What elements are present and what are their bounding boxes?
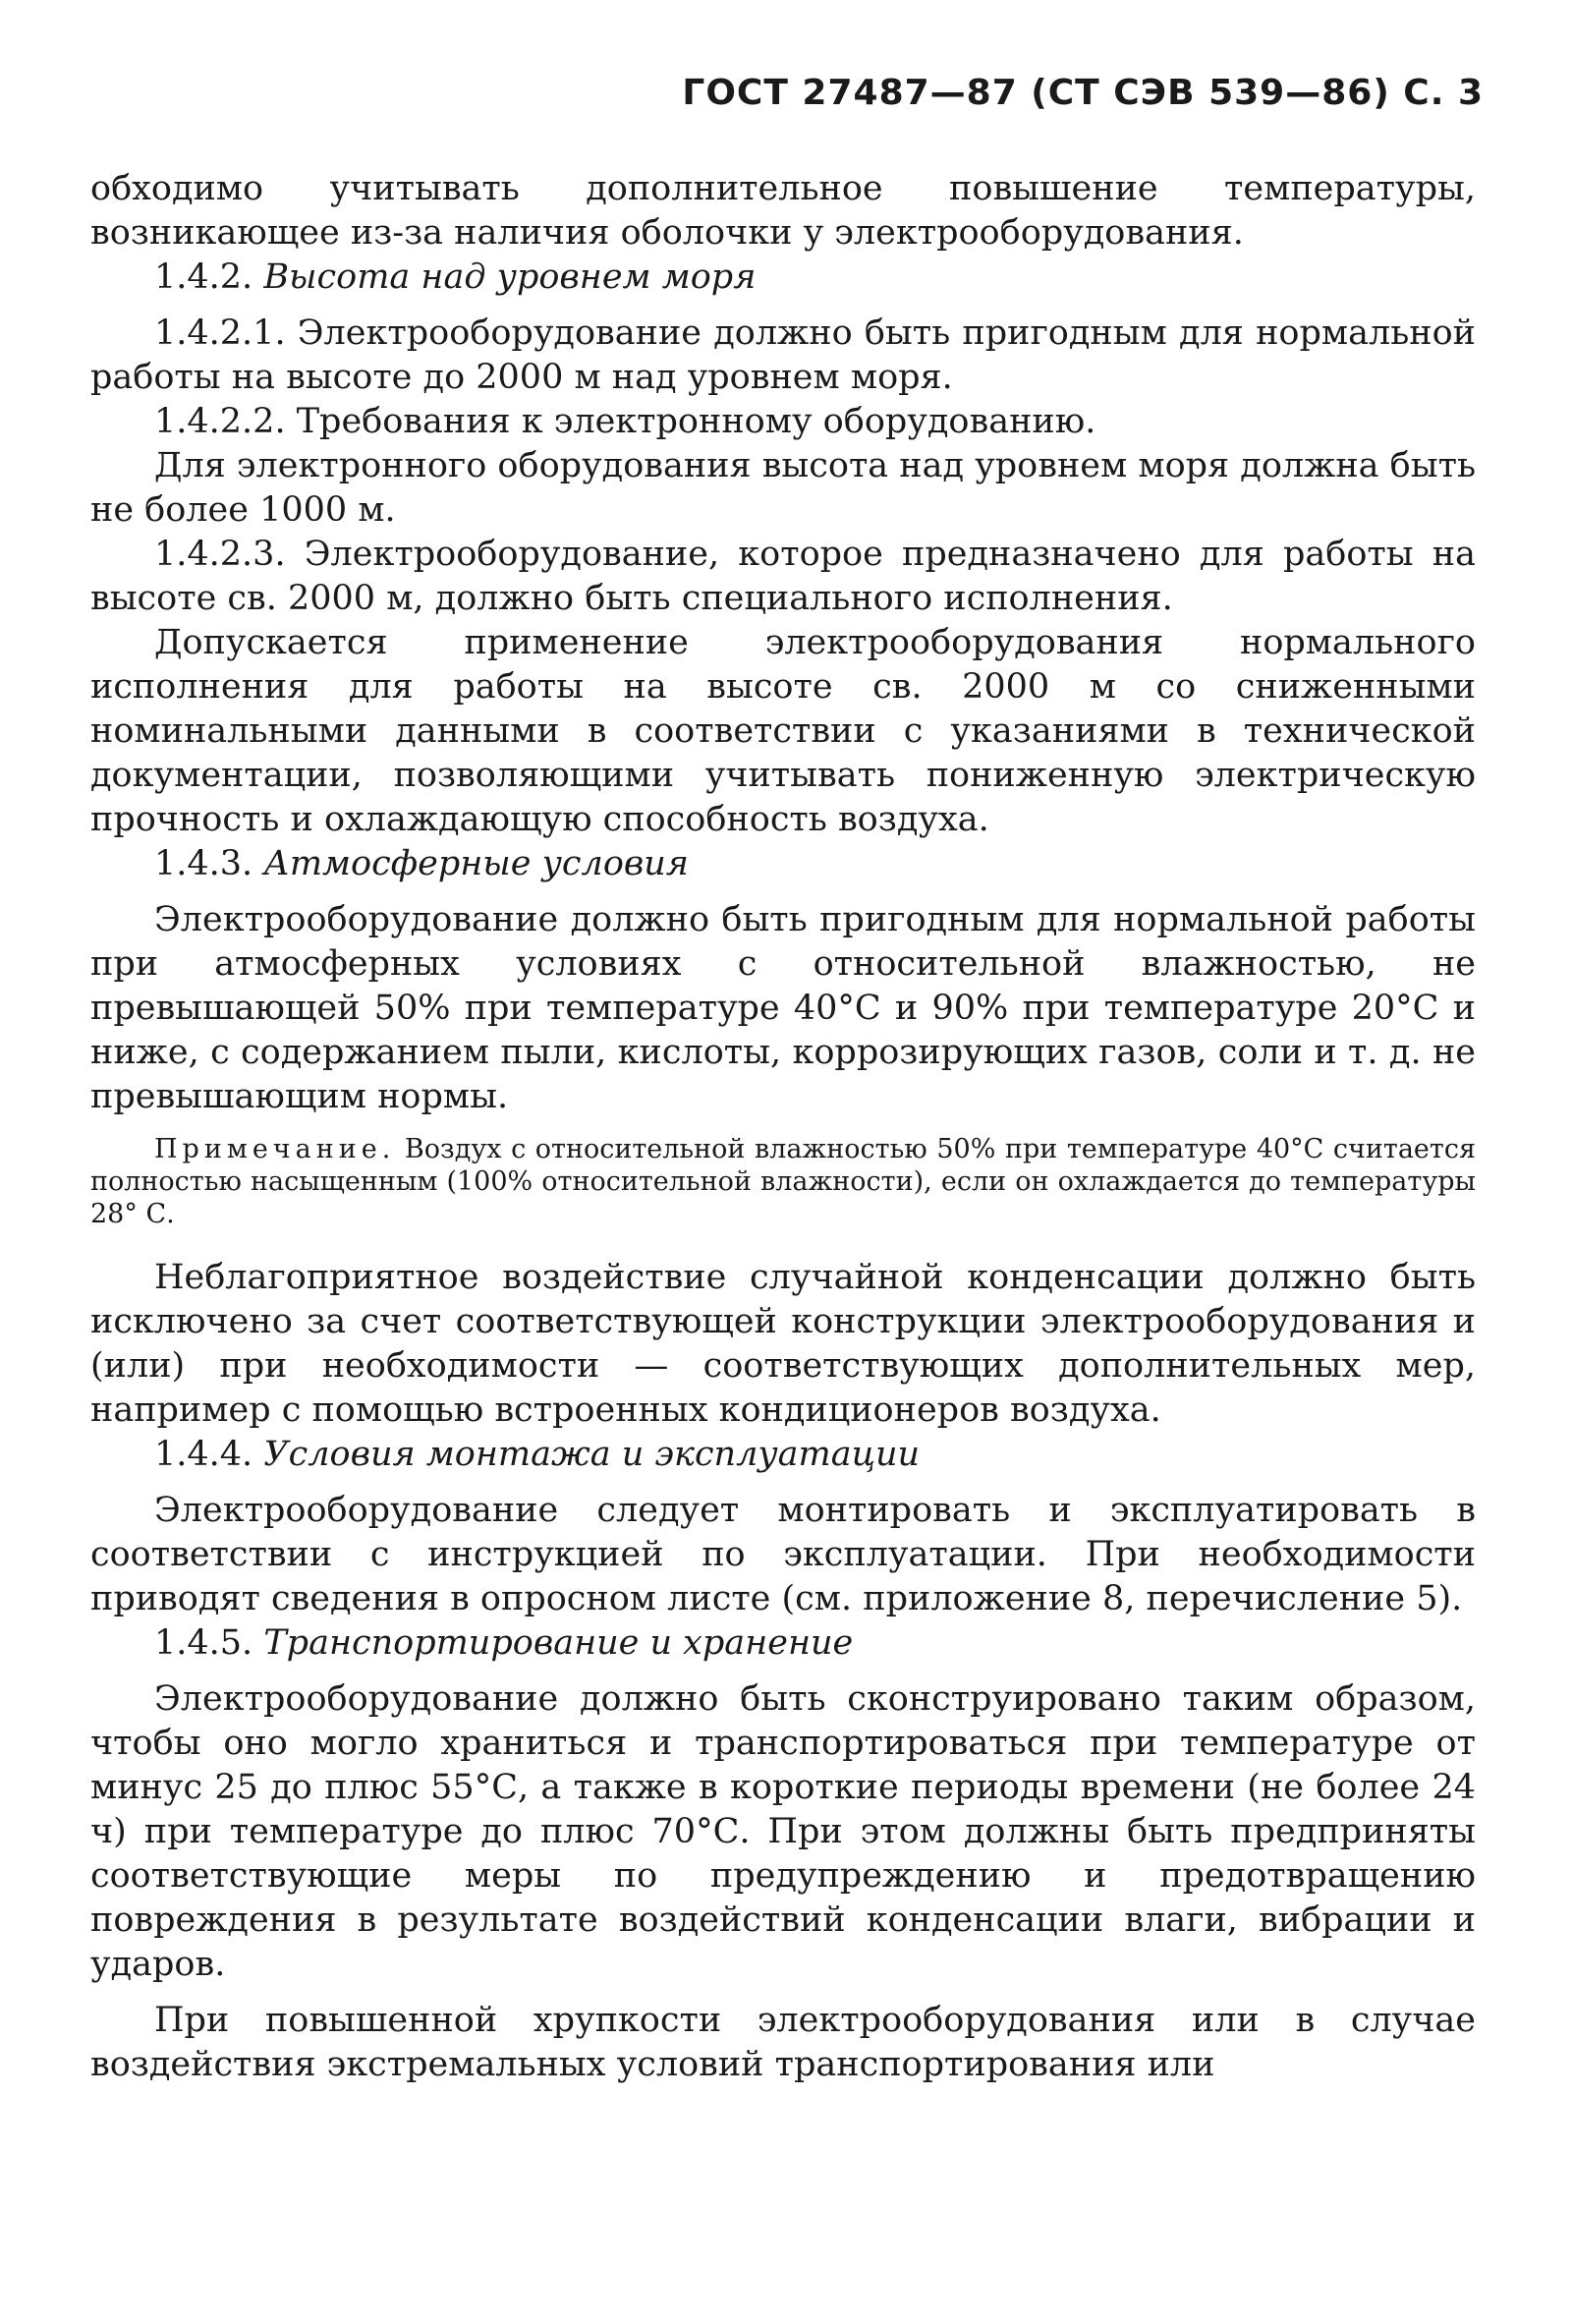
section-title: Высота над уровнем моря — [263, 257, 757, 297]
section-title: Транспортирование и хранение — [263, 1623, 854, 1663]
section-number: 1.4.4. — [154, 1435, 253, 1474]
section-heading-1-4-2 — [90, 255, 1476, 300]
note-text: Воздух с относительной влажностью 50% при температуре 40°С считается полностью насыщенным (100% относительной влажности), если он охлаждается до температуры 28° С. — [90, 1134, 1476, 1229]
paragraph-1-4-2-3-detail: Допускается применение электрооборудования нормального исполнения для работы на высоте св. 2000 м со сниженными номинальными данными в соответствии с указаниями в технической документации, позволяющими учитывать пониженную электрическую прочность и охлаждающую способность воздуха. — [90, 623, 1476, 839]
section-number: 1.4.5. — [154, 1623, 253, 1663]
page-header: ГОСТ 27487—87 (СТ СЭВ 539—86) С. 3 — [682, 73, 1484, 113]
body-text — [90, 167, 1476, 2087]
note-lead: Примечание. — [154, 1134, 396, 1164]
section-title: Условия монтажа и эксплуатации — [263, 1435, 921, 1474]
section-heading-1-4-5 — [90, 1621, 1476, 1666]
paragraph-1-4-3: Электрооборудование должно быть пригодным для нормальной работы при атмосферных условиях с относительной влажностью, не превышающей 50% при температуре 40°С и 90% при температуре 20°С и ниже, с содержанием пыли, кислоты, коррозирующих газов, соли и т. д. не превышающим нормы. — [90, 900, 1476, 1116]
paragraph-1-4-2-2: 1.4.2.2. Требования к электронному оборудованию. — [154, 402, 1096, 441]
note — [90, 1133, 1476, 1230]
section-number: 1.4.2. — [154, 257, 253, 297]
paragraph-continuation: обходимо учитывать дополнительное повышение температуры, возникающее из-за наличия оболочки у электрооборудования. — [90, 169, 1476, 253]
section-title: Атмосферные условия — [263, 844, 689, 883]
section-heading-1-4-3 — [90, 842, 1476, 886]
paragraph-1-4-5-detail: При повышенной хрупкости электрооборудования или в случае воздействия экстремальных условий транспортирования или — [90, 2001, 1476, 2084]
section-heading-1-4-4 — [90, 1433, 1476, 1477]
paragraph-1-4-2-3: 1.4.2.3. Электрооборудование, которое предназначено для работы на высоте св. 2000 м, должно быть специального исполнения. — [90, 535, 1476, 618]
section-number: 1.4.3. — [154, 844, 253, 883]
paragraph-1-4-5: Электрооборудование должно быть сконструировано таким образом, чтобы оно могло храниться и транспортироваться при температуре от минус 25 до плюс 55°С, а также в короткие периоды времени (не более 24 ч) при температуре до плюс 70°С. При этом должны быть предприняты соответствующие меры по предупреждению и предотвращению повреждения в результате воздействий конденсации влаги, вибрации и ударов. — [90, 1679, 1476, 1984]
paragraph-1-4-3-detail: Неблагоприятное воздействие случайной конденсации должно быть исключено за счет соответствующей конструкции электрооборудования и (или) при необходимости — соответствующих дополнительных мер, например с помощью встроенных кондиционеров воздуха. — [90, 1258, 1476, 1430]
paragraph-1-4-2-2-detail: Для электронного оборудования высота над уровнем моря должна быть не более 1000 м. — [90, 446, 1476, 530]
paragraph-1-4-2-1: 1.4.2.1. Электрооборудование должно быть пригодным для нормальной работы на высоте до 2000 м над уровнем моря. — [90, 313, 1476, 397]
paragraph-1-4-4: Электрооборудование следует монтировать и эксплуатировать в соответствии с инструкцией по эксплуатации. При необходимости приводят сведения в опросном листе (см. приложение 8, перечисление 5). — [90, 1491, 1476, 1618]
